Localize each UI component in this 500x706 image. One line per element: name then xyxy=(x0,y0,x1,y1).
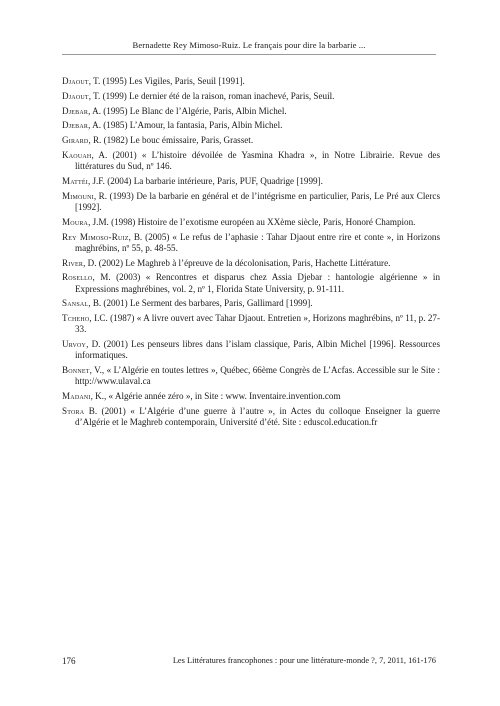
reference-entry xyxy=(62,298,440,309)
reference-entry xyxy=(62,76,440,87)
reference-text: , R. (1982) Le bouc émissaire, Paris, Grasset. xyxy=(88,135,254,146)
reference-author: Bonnet xyxy=(62,365,90,376)
running-header: Bernadette Rey Mimoso-Ruiz. Le français pour dire la barbarie ... xyxy=(132,40,366,50)
reference-text: , B. (2005) « Le refus de l’aphasie : Tahar Djaout entre rire et conte », in Horizons maghrébins, nº 55, p. 48-55. xyxy=(75,231,440,253)
reference-author: River xyxy=(62,257,84,268)
reference-entry xyxy=(62,365,440,387)
reference-entry xyxy=(62,91,440,102)
reference-entry xyxy=(62,217,440,228)
reference-text: , J.M. (1998) Histoire de l’exotisme européen au XXème siècle, Paris, Honoré Champion. xyxy=(88,216,416,227)
reference-entry xyxy=(62,135,440,146)
reference-text: B. (2001) « L’Algérie d’une guerre à l’autre », in Actes du colloque Enseigner la guerre d’Algérie et le Maghreb contemporain, Université d’été. Site : eduscol.education.fr xyxy=(75,405,440,428)
reference-text: , M. (2003) « Rencontres et disparus chez Assia Djebar : hantologie algérienne » in Expressions maghrébines, vol. 2, nº 1, Florida State University, p. 91-111. xyxy=(75,272,440,294)
reference-entry xyxy=(62,272,440,294)
reference-author: Moura xyxy=(62,216,89,227)
reference-author: Kaouah xyxy=(62,149,92,160)
reference-entry xyxy=(62,150,440,172)
page-number: 176 xyxy=(62,656,76,666)
reference-entry xyxy=(62,232,440,254)
reference-entry xyxy=(62,391,440,402)
reference-entry xyxy=(62,339,440,361)
reference-entry xyxy=(62,313,440,335)
reference-entry xyxy=(62,191,440,213)
journal-citation: Les Littératures francophones : pour une littérature-monde ?, 7, 2011, 161-176 xyxy=(172,656,436,665)
reference-text: , T. (1995) Les Vigiles, Paris, Seuil [1991]. xyxy=(88,76,245,86)
reference-author: Girard xyxy=(62,135,89,146)
bibliography-list xyxy=(62,76,440,432)
reference-text: , T. (1999) Le dernier été de la raison, roman inachevé, Paris, Seuil. xyxy=(88,90,335,101)
reference-author: Djaout xyxy=(62,90,89,101)
reference-author: Urvoy xyxy=(62,339,87,350)
reference-author: Djebar xyxy=(62,105,89,116)
reference-text: , A. (2001) « L’histoire dévoilée de Yasmina Khadra », in Notre Librairie. Revue des littératures du Sud, nº 146. xyxy=(75,149,440,172)
reference-author: Rey Mimoso-Ruiz xyxy=(62,231,129,242)
reference-entry xyxy=(62,106,440,117)
reference-text: , K., « Algérie année zéro », in Site : www. Inventaire.invention.com xyxy=(90,391,341,402)
reference-entry xyxy=(62,120,440,131)
reference-entry xyxy=(62,406,440,428)
reference-author: Tcheho xyxy=(62,313,90,324)
reference-entry xyxy=(62,176,440,187)
reference-text: , J.F. (2004) La barbarie intérieure, Paris, PUF, Quadrige [1999]. xyxy=(87,175,323,186)
reference-author: Djebar xyxy=(62,120,89,131)
reference-author: Stora xyxy=(62,405,85,416)
reference-entry xyxy=(62,258,440,269)
reference-author: Sansal xyxy=(62,298,89,309)
reference-text: , A. (1985) L’Amour, la fantasia, Paris, Albin Michel. xyxy=(88,120,283,131)
header-rule xyxy=(62,54,436,55)
reference-text: , R. (1993) De la barbarie en général et de l’intégrisme en particulier, Paris, Le Pré aux Clercs [1992]. xyxy=(75,190,440,212)
reference-text: , D. (2001) Les penseurs libres dans l’islam classique, Paris, Albin Michel [1996]. Ressources informatiques. xyxy=(75,339,440,361)
reference-author: Rosello xyxy=(62,272,93,283)
reference-author: Mattéi xyxy=(62,175,88,186)
reference-text: , I.C. (1987) « A livre ouvert avec Tahar Djaout. Entretien », Horizons maghrébins, nº 11, p. 27-33. xyxy=(75,313,440,335)
reference-text: , B. (2001) Le Serment des barbares, Paris, Gallimard [1999]. xyxy=(88,298,313,309)
reference-author: Mimouni xyxy=(62,190,94,201)
reference-author: Madani xyxy=(62,391,91,402)
reference-text: , A. (1995) Le Blanc de l’Algérie, Paris, Albin Michel. xyxy=(88,105,287,116)
reference-text: , V., « L’Algérie en toutes lettres », Québec, 66ème Congrès de L’Acfas. Accessible sur le Site : http://www.ulaval.ca xyxy=(75,365,440,387)
reference-author: Djaout xyxy=(62,76,89,86)
reference-text: , D. (2002) Le Maghreb à l’épreuve de la décolonisation, Paris, Hachette Littérature. xyxy=(83,257,391,268)
